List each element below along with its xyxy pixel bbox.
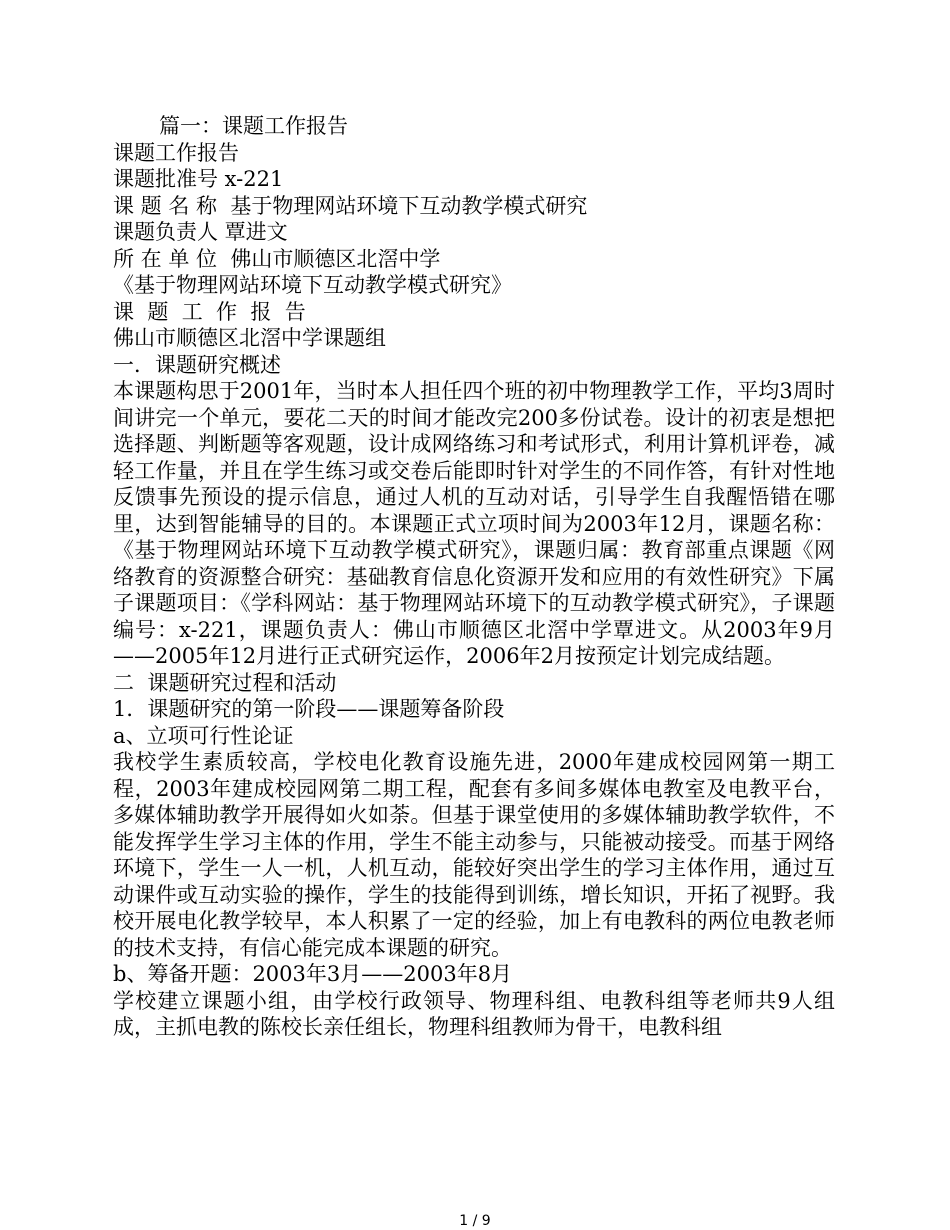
- document-body: [113, 113, 835, 1041]
- stage-one-heading: 1．课题研究的第一阶段——课题筹备阶段: [113, 697, 505, 721]
- research-group: 佛山市顺德区北滘中学课题组: [113, 326, 386, 350]
- item-a-heading: a、立项可行性论证: [113, 723, 294, 748]
- project-lead: 课题负责人 覃进文: [113, 220, 288, 244]
- paragraph-overview: 本课题构思于2001年，当时本人担任四个班的初中物理教学工作，平均3周时间讲完一个单元，要花二天的时间才能改完200多份试卷。设计的初衷是想把选择题、判断题等客观题，设计成网络练习和考试形式，利用计算机评卷，减轻工作量，并且在学生练习或交卷后能即时针对学生的不同作答，有针对性地反馈事先预设的提示信息，通过人机的互动对话，引导学生自我醒悟错在哪里，达到智能辅导的目的。本课题正式立项时间为2003年12月，课题名称：《基于物理网站环境下互动教学模式研究》，课题归属：教育部重点课题《网络教育的资源整合研究：基础教育信息化资源开发和应用的有效性研究》下属子课题项目：《学科网站：基于物理网站环境下的互动教学模式研究》，子课题编号：x-221，课题负责人：佛山市顺德区北滘中学覃进文。从2003年9月——2005年12月进行正式研究运作，2006年2月按预定计划完成结题。: [113, 379, 835, 668]
- section-heading-overview: 一．课题研究概述: [113, 352, 281, 377]
- book-title: 《基于物理网站环境下互动教学模式研究》: [113, 273, 512, 297]
- page-number: 1 / 9: [459, 1213, 491, 1229]
- section-heading-process: 二 课题研究过程和活动: [113, 670, 337, 695]
- report-title: 课 题 工 作 报 告: [113, 299, 306, 324]
- project-unit: 所 在 单 位 佛山市顺德区北滘中学: [113, 246, 441, 271]
- paragraph-preparation: 学校建立课题小组，由学校行政领导、物理科组、电教科组等老师共9人组成，主抓电教的陈校长亲任组长，物理科组教师为骨干，电教科组: [113, 988, 835, 1039]
- document-heading: 篇一：课题工作报告: [159, 114, 348, 138]
- item-b-heading: b、筹备开题：2003年3月——2003年8月: [113, 962, 513, 986]
- report-subheading: 课题工作报告: [113, 140, 239, 165]
- approval-number: 课题批准号 x-221: [113, 167, 284, 191]
- paragraph-feasibility: 我校学生素质较高，学校电化教育设施先进，2000年建成校园网第一期工程，2003年建成校园网第二期工程，配套有多间多媒体电教室及电教平台，多媒体辅助教学开展得如火如荼。但基于课堂使用的多媒体辅助教学软件，不能发挥学生学习主体的作用，学生不能主动参与，只能被动接受。而基于网络环境下，学生一人一机，人机互动，能较好突出学生的学习主体作用，通过互动课件或互动实验的操作，学生的技能得到训练，增长知识，开拓了视野。我校开展电化教学较早，本人积累了一定的经验，加上有电教科的两位电教老师的技术支持，有信心能完成本课题的研究。: [113, 750, 835, 960]
- project-name: 课 题 名 称 基于物理网站环境下互动教学模式研究: [113, 193, 588, 218]
